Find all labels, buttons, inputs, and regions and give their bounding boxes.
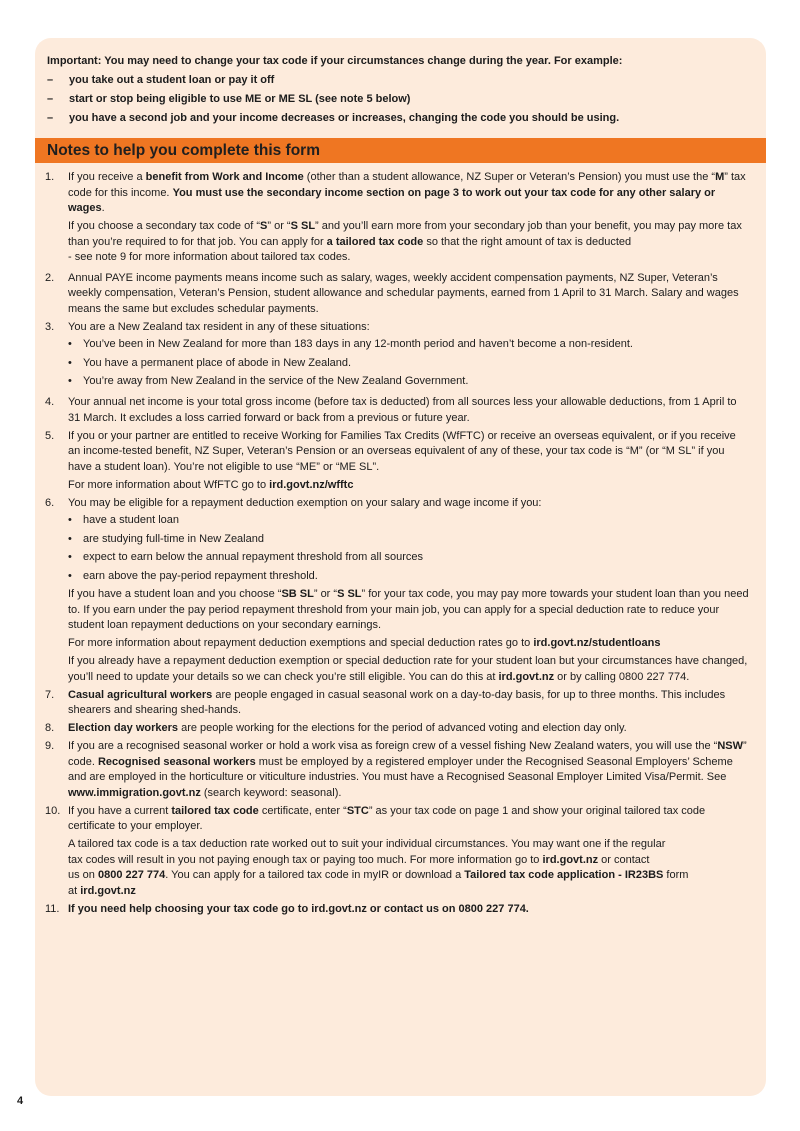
form-panel — [35, 38, 766, 1096]
note-body — [68, 721, 751, 737]
note-body — [68, 688, 751, 719]
bold-text: M — [715, 171, 725, 183]
important-item — [47, 90, 754, 109]
bullet-text: You’re away from New Zealand in the service of the New Zealand Government. — [83, 375, 469, 387]
bullet-text: You’ve been in New Zealand for more than 183 days in any 12-month period and haven’t become a non-resident. — [83, 338, 633, 350]
wfftc-link[interactable]: ird.govt.nz/wfftc — [269, 478, 354, 491]
important-item-text: you take out a student loan or pay it off — [69, 74, 275, 86]
text: For more information about WfFTC go to — [68, 478, 270, 491]
text: If you have a current — [68, 804, 172, 817]
text: us on — [68, 869, 98, 881]
text: are people working for the elections for the period of advanced voting and election day only. — [178, 722, 627, 734]
bullet-text: You have a permanent place of abode in New Zealand. — [83, 356, 352, 369]
note-number: 11. — [45, 902, 60, 915]
text: certificate, enter “ — [258, 804, 347, 817]
text: ” tax code for this income. — [68, 171, 746, 199]
text: ” for your tax code, you may pay more towards your student loan than you need to. If you earn under the pay period repayment threshold from your main job, you can apply for a special deduction rate to reduce your student loan repayment deductions on your secondary earnings. — [68, 588, 749, 631]
bullet-marker: • — [68, 375, 72, 387]
bold-text: You must use the secondary income section on page 3 to work out your tax code for any other salary or wages — [68, 186, 716, 214]
note-number: 10. — [45, 804, 61, 817]
note-item — [45, 395, 751, 426]
note-text: You may be eligible for a repayment deduction exemption on your salary and wage income if you: — [68, 496, 542, 509]
note-number: 9. — [45, 740, 55, 752]
bold-text: Casual agricultural workers — [68, 688, 213, 701]
bullet-item — [68, 337, 751, 353]
bold-text: S SL — [290, 220, 316, 232]
text: . You can apply for a tailored tax code in myIR or download a — [165, 869, 465, 881]
bold-text: SB SL — [281, 588, 314, 600]
note-item — [45, 902, 751, 918]
text: (other than a student allowance, NZ Super or Veteran’s Pension) you must use the “ — [303, 171, 716, 183]
phone-number: 0800 227 774 — [97, 869, 166, 881]
important-item-text: you have a second job and your income decreases or increases, changing the code you should be using. — [69, 112, 620, 124]
bullet-marker: • — [68, 551, 72, 563]
page-number: 4 — [17, 1095, 24, 1107]
bold-text: S — [260, 220, 268, 232]
note-body — [68, 496, 751, 686]
text: For more information about repayment deduction exemptions and special deduction rates go to — [68, 637, 534, 649]
note-item — [45, 170, 751, 268]
text: tax codes will result in you not paying enough tax or paying too much. For more information go to — [68, 853, 543, 866]
note-text: If you need help choosing your tax code go to ird.govt.nz or contact us on 0800 227 774. — [68, 902, 529, 915]
text: are people engaged in casual seasonal work on a day-to-day basis, for up to three months. This includes shearers and shearing shed-hands. — [68, 688, 726, 716]
note-body — [68, 739, 751, 801]
bullet-item — [68, 569, 751, 585]
note-body — [68, 170, 751, 268]
bold-text: NSW — [717, 740, 743, 752]
note-number: 3. — [45, 320, 55, 333]
note-paragraph — [68, 739, 751, 801]
note-paragraph — [68, 837, 751, 899]
important-notice — [47, 52, 754, 128]
text: If you have a student loan and you choose “ — [68, 588, 282, 600]
bold-text: Election day workers — [68, 722, 179, 734]
note-text: Your annual net income is your total gross income (before tax is deducted) from all sources less your allowable deductions, from 1 April to 31 March. It excludes a loss carried forward or back from a previous or future year. — [68, 396, 737, 424]
note-paragraph — [68, 587, 751, 634]
text: ” or “ — [267, 220, 291, 232]
text: or contact — [598, 853, 650, 866]
immigration-link[interactable]: www.immigration.govt.nz — [68, 786, 201, 799]
note-item — [45, 429, 751, 494]
text: form — [663, 869, 689, 881]
note-item — [45, 271, 751, 318]
bullet-item — [68, 513, 751, 529]
text: - see note 9 for more information about tailored tax codes. — [68, 251, 351, 263]
ird-link[interactable]: ird.govt.nz — [80, 884, 136, 897]
note-paragraph — [68, 688, 751, 719]
note-paragraph — [68, 636, 751, 652]
note-item — [45, 739, 751, 801]
ird-link[interactable]: ird.govt.nz — [542, 853, 599, 866]
note-body — [68, 271, 751, 318]
bullet-marker: • — [68, 532, 72, 545]
text: ” or “ — [313, 588, 338, 600]
note-paragraph — [68, 219, 751, 266]
bold-text: tailored tax code — [171, 804, 259, 817]
studentloans-link[interactable]: ird.govt.nz/studentloans — [533, 637, 661, 649]
bullet-marker: • — [68, 514, 72, 526]
note-paragraph — [68, 654, 751, 685]
important-item-text: start or stop being eligible to use ME or ME SL (see note 5 below) — [69, 93, 411, 105]
note-text: Annual PAYE income payments means income such as salary, wages, weekly accident compensation payments, NZ Super, Veteran’s weekly compensation, Veteran’s Pension, student allowance and schedular payments, earned from 1 April to 31 March. Salary and wages means the same but excludes schedular payments. — [68, 271, 739, 315]
note-number: 2. — [45, 271, 55, 284]
text: ” code. — [68, 740, 747, 768]
bullet-item — [68, 550, 751, 566]
note-body — [68, 320, 751, 393]
bold-text: Recognised seasonal workers — [97, 755, 256, 768]
section-heading: Notes to help you complete this form — [35, 138, 766, 163]
note-paragraph — [68, 721, 751, 737]
bold-text: a tailored tax code — [326, 235, 424, 248]
note-number: 4. — [45, 396, 55, 408]
note-text: You are a New Zealand tax resident in any of these situations: — [68, 320, 370, 333]
text: A tailored tax code is a tax deduction rate worked out to suit your individual circumstances. You may want one if the regular — [68, 838, 666, 850]
bullet-item — [68, 356, 751, 372]
ir23bs-form-link[interactable]: Tailored tax code application - IR23BS — [464, 869, 664, 881]
text: If you are a recognised seasonal worker or hold a work visa as foreign crew of a vessel fishing New Zealand waters, you will use the “ — [68, 740, 718, 752]
note-paragraph — [68, 170, 751, 217]
bullet-text: are studying full-time in New Zealand — [83, 532, 264, 545]
dash-marker: – — [47, 112, 54, 124]
note-item — [45, 804, 751, 900]
note-item — [45, 320, 751, 393]
text: or by calling 0800 227 774. — [554, 670, 690, 683]
note-number: 7. — [45, 688, 55, 701]
bullet-marker: • — [68, 356, 72, 369]
note-number: 8. — [45, 722, 55, 734]
text: If you choose a secondary tax code of “ — [68, 220, 261, 232]
text: so that the right amount of tax is deducted — [423, 235, 632, 248]
text: ” and you’ll earn more from your secondary job than your benefit, you may pay more tax than you’re required to for that job. You can apply for — [68, 220, 742, 248]
bullet-text: have a student loan — [83, 514, 180, 526]
note-number: 6. — [45, 496, 55, 509]
note-item — [45, 496, 751, 686]
bullet-item — [68, 374, 751, 390]
text: If you already have a repayment deduction exemption or special deduction rate for your student loan but your circumstances have changed, you’ll need to update your details so we can check you’re still eligible. You can do this at — [68, 655, 748, 683]
bullet-marker: • — [68, 338, 72, 350]
note-body — [68, 429, 751, 494]
text: . — [101, 202, 105, 214]
note-paragraph — [68, 804, 751, 835]
note-item — [45, 688, 751, 719]
text: must be employed by a registered employer under the Recognised Seasonal Employers’ Scheme and are employed in the horticulture or viticulture industries. You must have a Recognised Seasonal Employer Limited Visa/Permit. See — [68, 755, 733, 783]
ird-link[interactable]: ird.govt.nz — [498, 670, 555, 683]
note-paragraph — [68, 478, 751, 494]
note-body — [68, 902, 751, 918]
important-item — [47, 109, 754, 128]
note-body — [68, 395, 751, 426]
note-body — [68, 804, 751, 900]
note-item — [45, 721, 751, 737]
dash-marker: – — [47, 74, 54, 86]
bullet-text: earn above the pay-period repayment threshold. — [83, 569, 318, 582]
important-heading: Important: You may need to change your tax code if your circumstances change during the year. For example: — [47, 55, 623, 67]
bold-text: STC — [346, 804, 369, 817]
important-item — [47, 71, 754, 90]
note-number: 1. — [45, 171, 55, 183]
text: ” as your tax code on page 1 and show your original tailored tax code certificate to your employer. — [68, 804, 706, 832]
bullet-text: expect to earn below the annual repayment threshold from all sources — [83, 551, 423, 563]
bullet-item — [68, 532, 751, 548]
notes-list — [45, 170, 751, 920]
dash-marker: – — [47, 93, 54, 105]
bold-text: benefit from Work and Income — [145, 171, 304, 183]
note-text: If you or your partner are entitled to receive Working for Families Tax Credits (WfFTC) or receive an overseas equivalent, or if you receive an income-tested benefit, NZ Super, Veteran’s Pension or an overseas equivalent of any of these, your tax code is “M” (or “M SL” if you have a student loan). You’re not eligible to use “ME” or “ME SL”. — [68, 429, 736, 473]
bullet-marker: • — [68, 569, 72, 582]
text: (search keyword: seasonal). — [200, 786, 342, 799]
bold-text: S SL — [337, 588, 362, 600]
text: at — [68, 884, 81, 897]
text: If you receive a — [68, 171, 146, 183]
note-number: 5. — [45, 429, 55, 442]
